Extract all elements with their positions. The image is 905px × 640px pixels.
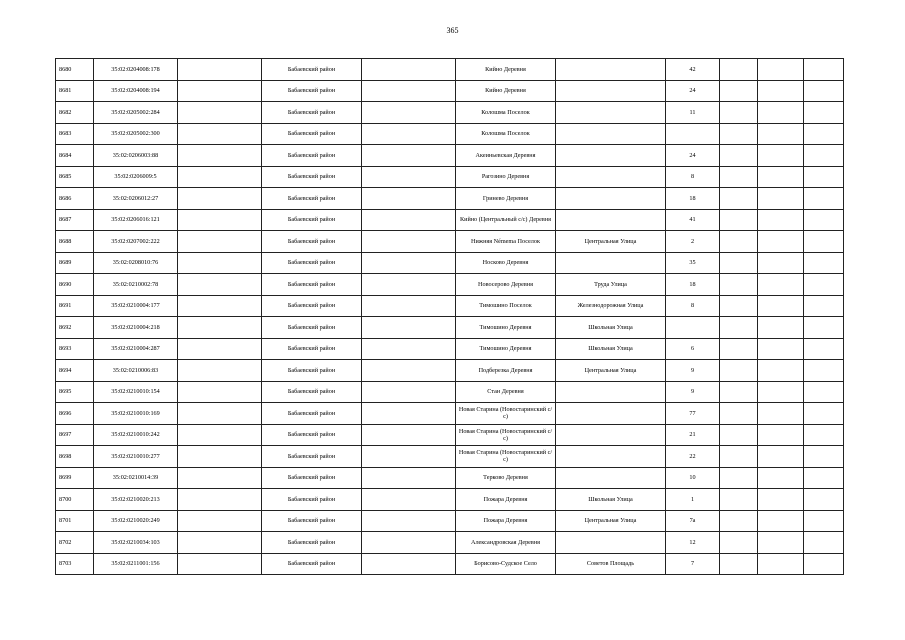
cadastral-number-cell: 35:02:0206016:121 bbox=[94, 209, 178, 231]
district-cell: Бабаевский район bbox=[262, 553, 362, 575]
empty-cell bbox=[362, 209, 456, 231]
table-row bbox=[56, 424, 844, 446]
empty-cell bbox=[804, 231, 844, 253]
empty-cell bbox=[362, 188, 456, 210]
empty-cell bbox=[758, 80, 804, 102]
empty-cell bbox=[720, 274, 758, 296]
empty-cell bbox=[720, 317, 758, 339]
table-row bbox=[56, 553, 844, 575]
empty-cell bbox=[362, 403, 456, 425]
empty-cell bbox=[804, 338, 844, 360]
row-number-cell: 8695 bbox=[56, 381, 94, 403]
house-number-cell: 21 bbox=[666, 424, 720, 446]
locality-cell: Стан Деревня bbox=[456, 381, 556, 403]
house-number-cell: 7 bbox=[666, 553, 720, 575]
locality-cell: Кийно (Центральный с/с) Деревня bbox=[456, 209, 556, 231]
empty-cell bbox=[758, 123, 804, 145]
empty-cell bbox=[804, 360, 844, 382]
locality-cell: Новая Старина (Новостаринский с/с) bbox=[456, 424, 556, 446]
locality-cell: Носково Деревня bbox=[456, 252, 556, 274]
empty-cell bbox=[178, 510, 262, 532]
empty-cell bbox=[804, 209, 844, 231]
street-cell: Школьная Улица bbox=[556, 489, 666, 511]
empty-cell bbox=[804, 510, 844, 532]
row-number-cell: 8701 bbox=[56, 510, 94, 532]
district-cell: Бабаевский район bbox=[262, 252, 362, 274]
locality-cell: Новосерово Деревня bbox=[456, 274, 556, 296]
empty-cell bbox=[178, 360, 262, 382]
table-row bbox=[56, 295, 844, 317]
page-number: 365 bbox=[446, 26, 459, 35]
street-cell bbox=[556, 381, 666, 403]
row-number-cell: 8685 bbox=[56, 166, 94, 188]
district-cell: Бабаевский район bbox=[262, 424, 362, 446]
empty-cell bbox=[720, 553, 758, 575]
house-number-cell bbox=[666, 123, 720, 145]
cadastral-number-cell: 35:02:0210010:154 bbox=[94, 381, 178, 403]
street-cell bbox=[556, 80, 666, 102]
row-number-cell: 8699 bbox=[56, 467, 94, 489]
empty-cell bbox=[720, 295, 758, 317]
empty-cell bbox=[758, 424, 804, 446]
empty-cell bbox=[362, 553, 456, 575]
empty-cell bbox=[758, 59, 804, 81]
street-cell bbox=[556, 424, 666, 446]
street-cell bbox=[556, 252, 666, 274]
row-number-cell: 8682 bbox=[56, 102, 94, 124]
table-row bbox=[56, 188, 844, 210]
district-cell: Бабаевский район bbox=[262, 166, 362, 188]
district-cell: Бабаевский район bbox=[262, 317, 362, 339]
empty-cell bbox=[362, 231, 456, 253]
empty-cell bbox=[362, 467, 456, 489]
row-number-cell: 8693 bbox=[56, 338, 94, 360]
locality-cell: Кийно Деревня bbox=[456, 59, 556, 81]
street-cell bbox=[556, 59, 666, 81]
locality-cell: Новая Старина (Новостаринский с/с) bbox=[456, 403, 556, 425]
cadastral-number-cell: 35:02:0210020:213 bbox=[94, 489, 178, 511]
district-cell: Бабаевский район bbox=[262, 80, 362, 102]
street-cell bbox=[556, 446, 666, 468]
cadastral-number-cell: 35:02:0204008:194 bbox=[94, 80, 178, 102]
empty-cell bbox=[804, 381, 844, 403]
empty-cell bbox=[758, 188, 804, 210]
street-cell bbox=[556, 532, 666, 554]
locality-cell: Пожара Деревня bbox=[456, 489, 556, 511]
empty-cell bbox=[804, 80, 844, 102]
street-cell: Центральная Улица bbox=[556, 510, 666, 532]
street-cell bbox=[556, 102, 666, 124]
cadastral-number-cell: 35:02:0205002:284 bbox=[94, 102, 178, 124]
empty-cell bbox=[178, 123, 262, 145]
empty-cell bbox=[178, 274, 262, 296]
empty-cell bbox=[178, 231, 262, 253]
locality-cell: Гринево Деревня bbox=[456, 188, 556, 210]
empty-cell bbox=[720, 145, 758, 167]
street-cell bbox=[556, 145, 666, 167]
empty-cell bbox=[178, 381, 262, 403]
empty-cell bbox=[362, 489, 456, 511]
row-number-cell: 8688 bbox=[56, 231, 94, 253]
empty-cell bbox=[720, 123, 758, 145]
row-number-cell: 8697 bbox=[56, 424, 94, 446]
table-row bbox=[56, 510, 844, 532]
locality-cell: Тимошино Поселок bbox=[456, 295, 556, 317]
empty-cell bbox=[758, 360, 804, 382]
table-row bbox=[56, 274, 844, 296]
house-number-cell: 7а bbox=[666, 510, 720, 532]
empty-cell bbox=[720, 80, 758, 102]
empty-cell bbox=[720, 252, 758, 274]
empty-cell bbox=[720, 381, 758, 403]
row-number-cell: 8686 bbox=[56, 188, 94, 210]
house-number-cell: 24 bbox=[666, 145, 720, 167]
empty-cell bbox=[178, 489, 262, 511]
locality-cell: Новая Старина (Новостаринский с/с) bbox=[456, 446, 556, 468]
empty-cell bbox=[804, 188, 844, 210]
district-cell: Бабаевский район bbox=[262, 295, 362, 317]
district-cell: Бабаевский район bbox=[262, 123, 362, 145]
empty-cell bbox=[758, 532, 804, 554]
cadastral-number-cell: 35:02:0210010:277 bbox=[94, 446, 178, 468]
house-number-cell: 22 bbox=[666, 446, 720, 468]
row-number-cell: 8683 bbox=[56, 123, 94, 145]
empty-cell bbox=[804, 295, 844, 317]
locality-cell: Терково Деревня bbox=[456, 467, 556, 489]
empty-cell bbox=[362, 145, 456, 167]
empty-cell bbox=[804, 274, 844, 296]
empty-cell bbox=[758, 553, 804, 575]
cadastral-number-cell: 35:02:0210002:78 bbox=[94, 274, 178, 296]
cadastral-number-cell: 35:02:0210014:39 bbox=[94, 467, 178, 489]
table-row bbox=[56, 360, 844, 382]
row-number-cell: 8696 bbox=[56, 403, 94, 425]
property-table bbox=[55, 58, 844, 575]
cadastral-number-cell: 35:02:0210004:287 bbox=[94, 338, 178, 360]
empty-cell bbox=[362, 59, 456, 81]
empty-cell bbox=[720, 489, 758, 511]
empty-cell bbox=[362, 338, 456, 360]
table-row bbox=[56, 252, 844, 274]
empty-cell bbox=[178, 467, 262, 489]
cadastral-number-cell: 35:02:0210010:169 bbox=[94, 403, 178, 425]
table-row bbox=[56, 102, 844, 124]
table-row bbox=[56, 80, 844, 102]
empty-cell bbox=[804, 317, 844, 339]
empty-cell bbox=[758, 231, 804, 253]
row-number-cell: 8690 bbox=[56, 274, 94, 296]
table-row bbox=[56, 338, 844, 360]
street-cell: Советов Площадь bbox=[556, 553, 666, 575]
empty-cell bbox=[804, 123, 844, 145]
row-number-cell: 8691 bbox=[56, 295, 94, 317]
empty-cell bbox=[178, 209, 262, 231]
locality-cell: Колошма Поселок bbox=[456, 102, 556, 124]
cadastral-number-cell: 35:02:0205002:300 bbox=[94, 123, 178, 145]
district-cell: Бабаевский район bbox=[262, 532, 362, 554]
empty-cell bbox=[758, 295, 804, 317]
cadastral-number-cell: 35:02:0210004:177 bbox=[94, 295, 178, 317]
empty-cell bbox=[362, 446, 456, 468]
empty-cell bbox=[720, 166, 758, 188]
cadastral-number-cell: 35:02:0206003:88 bbox=[94, 145, 178, 167]
street-cell bbox=[556, 209, 666, 231]
district-cell: Бабаевский район bbox=[262, 510, 362, 532]
empty-cell bbox=[720, 338, 758, 360]
empty-cell bbox=[362, 80, 456, 102]
empty-cell bbox=[178, 252, 262, 274]
empty-cell bbox=[178, 338, 262, 360]
locality-cell: Нижняя Némema Поселок bbox=[456, 231, 556, 253]
empty-cell bbox=[758, 145, 804, 167]
house-number-cell: 8 bbox=[666, 166, 720, 188]
street-cell bbox=[556, 403, 666, 425]
empty-cell bbox=[362, 381, 456, 403]
empty-cell bbox=[804, 532, 844, 554]
table-row bbox=[56, 231, 844, 253]
table-row bbox=[56, 446, 844, 468]
cadastral-number-cell: 35:02:0206009:5 bbox=[94, 166, 178, 188]
empty-cell bbox=[758, 338, 804, 360]
district-cell: Бабаевский район bbox=[262, 231, 362, 253]
empty-cell bbox=[178, 295, 262, 317]
cadastral-number-cell: 35:02:0210020:249 bbox=[94, 510, 178, 532]
house-number-cell: 77 bbox=[666, 403, 720, 425]
empty-cell bbox=[362, 532, 456, 554]
empty-cell bbox=[362, 317, 456, 339]
empty-cell bbox=[720, 403, 758, 425]
locality-cell: Борисово-Судское Село bbox=[456, 553, 556, 575]
table-row bbox=[56, 467, 844, 489]
empty-cell bbox=[758, 403, 804, 425]
table-row bbox=[56, 532, 844, 554]
empty-cell bbox=[720, 467, 758, 489]
empty-cell bbox=[720, 360, 758, 382]
row-number-cell: 8689 bbox=[56, 252, 94, 274]
empty-cell bbox=[362, 166, 456, 188]
empty-cell bbox=[178, 424, 262, 446]
empty-cell bbox=[804, 489, 844, 511]
street-cell: Центральная Улица bbox=[556, 231, 666, 253]
cadastral-number-cell: 35:02:0210004:218 bbox=[94, 317, 178, 339]
house-number-cell: 8 bbox=[666, 295, 720, 317]
cadastral-number-cell: 35:02:0204008:178 bbox=[94, 59, 178, 81]
table-row bbox=[56, 209, 844, 231]
street-cell bbox=[556, 188, 666, 210]
locality-cell: Подберезка Деревня bbox=[456, 360, 556, 382]
district-cell: Бабаевский район bbox=[262, 381, 362, 403]
empty-cell bbox=[178, 102, 262, 124]
table-row bbox=[56, 145, 844, 167]
street-cell: Школьная Улица bbox=[556, 317, 666, 339]
empty-cell bbox=[178, 553, 262, 575]
district-cell: Бабаевский район bbox=[262, 338, 362, 360]
table-row bbox=[56, 59, 844, 81]
empty-cell bbox=[178, 532, 262, 554]
empty-cell bbox=[178, 59, 262, 81]
locality-cell: Александровская Деревня bbox=[456, 532, 556, 554]
row-number-cell: 8702 bbox=[56, 532, 94, 554]
empty-cell bbox=[720, 446, 758, 468]
empty-cell bbox=[758, 510, 804, 532]
district-cell: Бабаевский район bbox=[262, 446, 362, 468]
row-number-cell: 8700 bbox=[56, 489, 94, 511]
house-number-cell bbox=[666, 317, 720, 339]
street-cell bbox=[556, 467, 666, 489]
street-cell: Центральная Улица bbox=[556, 360, 666, 382]
empty-cell bbox=[758, 446, 804, 468]
table-row bbox=[56, 317, 844, 339]
street-cell bbox=[556, 123, 666, 145]
cadastral-number-cell: 35:02:0207002:222 bbox=[94, 231, 178, 253]
row-number-cell: 8692 bbox=[56, 317, 94, 339]
district-cell: Бабаевский район bbox=[262, 102, 362, 124]
empty-cell bbox=[720, 424, 758, 446]
empty-cell bbox=[720, 59, 758, 81]
empty-cell bbox=[804, 252, 844, 274]
empty-cell bbox=[178, 166, 262, 188]
empty-cell bbox=[804, 403, 844, 425]
district-cell: Бабаевский район bbox=[262, 403, 362, 425]
district-cell: Бабаевский район bbox=[262, 274, 362, 296]
row-number-cell: 8703 bbox=[56, 553, 94, 575]
table-row bbox=[56, 381, 844, 403]
house-number-cell: 41 bbox=[666, 209, 720, 231]
empty-cell bbox=[720, 188, 758, 210]
empty-cell bbox=[804, 166, 844, 188]
house-number-cell: 18 bbox=[666, 188, 720, 210]
locality-cell: Рагозино Деревня bbox=[456, 166, 556, 188]
empty-cell bbox=[362, 252, 456, 274]
empty-cell bbox=[804, 145, 844, 167]
district-cell: Бабаевский район bbox=[262, 467, 362, 489]
empty-cell bbox=[362, 123, 456, 145]
empty-cell bbox=[804, 446, 844, 468]
cadastral-number-cell: 35:02:0208010:76 bbox=[94, 252, 178, 274]
empty-cell bbox=[362, 102, 456, 124]
empty-cell bbox=[804, 102, 844, 124]
empty-cell bbox=[758, 317, 804, 339]
empty-cell bbox=[758, 102, 804, 124]
house-number-cell: 6 bbox=[666, 338, 720, 360]
street-cell bbox=[556, 166, 666, 188]
house-number-cell: 24 bbox=[666, 80, 720, 102]
district-cell: Бабаевский район bbox=[262, 188, 362, 210]
street-cell: Железнодорожная Улица bbox=[556, 295, 666, 317]
empty-cell bbox=[362, 510, 456, 532]
cadastral-number-cell: 35:02:0206012:27 bbox=[94, 188, 178, 210]
row-number-cell: 8681 bbox=[56, 80, 94, 102]
empty-cell bbox=[758, 489, 804, 511]
table-row bbox=[56, 166, 844, 188]
district-cell: Бабаевский район bbox=[262, 209, 362, 231]
empty-cell bbox=[178, 188, 262, 210]
empty-cell bbox=[362, 424, 456, 446]
district-cell: Бабаевский район bbox=[262, 145, 362, 167]
empty-cell bbox=[178, 446, 262, 468]
house-number-cell: 2 bbox=[666, 231, 720, 253]
district-cell: Бабаевский район bbox=[262, 489, 362, 511]
district-cell: Бабаевский район bbox=[262, 360, 362, 382]
row-number-cell: 8684 bbox=[56, 145, 94, 167]
locality-cell: Кийно Деревня bbox=[456, 80, 556, 102]
house-number-cell: 9 bbox=[666, 381, 720, 403]
empty-cell bbox=[758, 209, 804, 231]
empty-cell bbox=[758, 274, 804, 296]
house-number-cell: 11 bbox=[666, 102, 720, 124]
row-number-cell: 8694 bbox=[56, 360, 94, 382]
house-number-cell: 1 bbox=[666, 489, 720, 511]
empty-cell bbox=[178, 80, 262, 102]
table-row bbox=[56, 403, 844, 425]
cadastral-number-cell: 35:02:0211001:156 bbox=[94, 553, 178, 575]
empty-cell bbox=[720, 102, 758, 124]
house-number-cell: 12 bbox=[666, 532, 720, 554]
empty-cell bbox=[758, 467, 804, 489]
table-row bbox=[56, 123, 844, 145]
empty-cell bbox=[758, 381, 804, 403]
empty-cell bbox=[178, 403, 262, 425]
house-number-cell: 9 bbox=[666, 360, 720, 382]
cadastral-number-cell: 35:02:0210010:242 bbox=[94, 424, 178, 446]
street-cell: Труда Улица bbox=[556, 274, 666, 296]
cadastral-number-cell: 35:02:0210006:83 bbox=[94, 360, 178, 382]
empty-cell bbox=[720, 209, 758, 231]
empty-cell bbox=[178, 317, 262, 339]
house-number-cell: 10 bbox=[666, 467, 720, 489]
house-number-cell: 18 bbox=[666, 274, 720, 296]
locality-cell: Акеиньевская Деревня bbox=[456, 145, 556, 167]
empty-cell bbox=[758, 166, 804, 188]
empty-cell bbox=[362, 360, 456, 382]
empty-cell bbox=[758, 252, 804, 274]
district-cell: Бабаевский район bbox=[262, 59, 362, 81]
locality-cell: Тимошино Деревня bbox=[456, 317, 556, 339]
house-number-cell: 42 bbox=[666, 59, 720, 81]
empty-cell bbox=[804, 467, 844, 489]
table-row bbox=[56, 489, 844, 511]
locality-cell: Тимошино Деревня bbox=[456, 338, 556, 360]
empty-cell bbox=[720, 510, 758, 532]
empty-cell bbox=[804, 59, 844, 81]
street-cell: Школьная Улица bbox=[556, 338, 666, 360]
empty-cell bbox=[804, 553, 844, 575]
empty-cell bbox=[362, 295, 456, 317]
empty-cell bbox=[720, 231, 758, 253]
row-number-cell: 8698 bbox=[56, 446, 94, 468]
empty-cell bbox=[720, 532, 758, 554]
empty-cell bbox=[804, 424, 844, 446]
row-number-cell: 8687 bbox=[56, 209, 94, 231]
house-number-cell: 35 bbox=[666, 252, 720, 274]
table-body bbox=[56, 59, 844, 575]
cadastral-number-cell: 35:02:0210034:103 bbox=[94, 532, 178, 554]
locality-cell: Пожара Деревня bbox=[456, 510, 556, 532]
empty-cell bbox=[178, 145, 262, 167]
locality-cell: Колошма Поселок bbox=[456, 123, 556, 145]
row-number-cell: 8680 bbox=[56, 59, 94, 81]
empty-cell bbox=[362, 274, 456, 296]
